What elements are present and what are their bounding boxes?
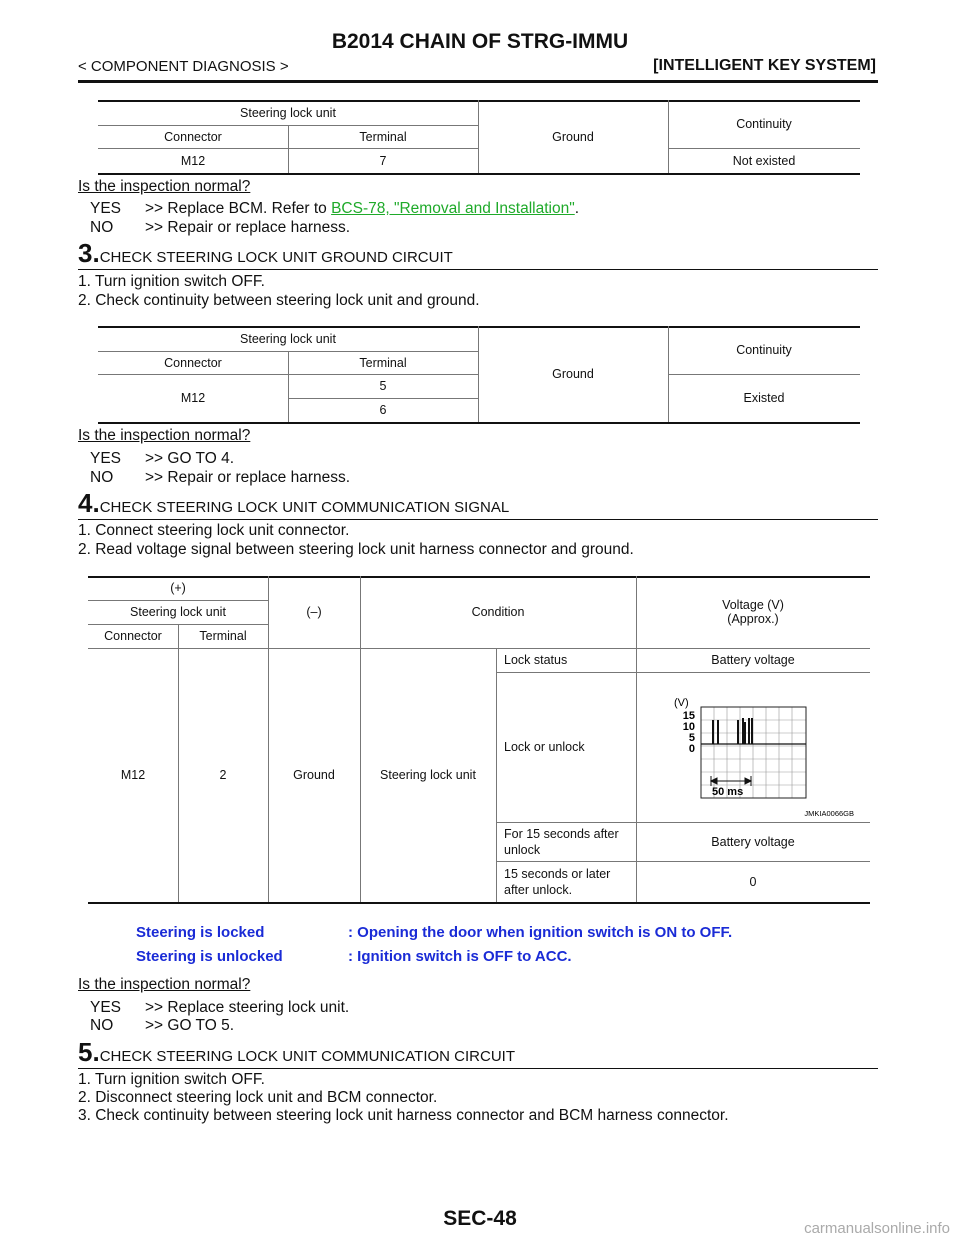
step-5-item-2: 2. Disconnect steering lock unit and BCM connector. xyxy=(78,1089,438,1106)
inspection-question: Is the inspection normal? xyxy=(78,427,251,444)
note-unlocked-term: Steering is unlocked xyxy=(136,948,283,965)
page-title: B2014 CHAIN OF STRG-IMMU xyxy=(331,30,629,53)
breadcrumb: < COMPONENT DIAGNOSIS > xyxy=(78,58,289,75)
volt-lock-status: Battery voltage xyxy=(711,653,795,667)
volt-15s-later: 0 xyxy=(749,874,757,889)
header-terminal: Terminal xyxy=(359,355,407,370)
no-action: >> Repair or replace harness. xyxy=(145,219,351,236)
cell-minus: Ground xyxy=(293,768,335,782)
waveform-figure xyxy=(654,692,864,820)
cell-condition: Steering lock unit xyxy=(380,768,476,782)
step-3-heading xyxy=(78,238,453,269)
step-4-item-1: 1. Connect steering lock unit connector. xyxy=(78,522,350,539)
header-minus: (–) xyxy=(306,605,322,619)
waveform-pulses xyxy=(713,718,752,744)
header-steering-lock-unit: Steering lock unit xyxy=(240,331,336,346)
bcs-78-link[interactable]: BCS-78, "Removal and Installation" xyxy=(331,200,575,217)
header-steering-lock-unit: Steering lock unit xyxy=(240,105,336,120)
yes-action: >> Replace steering lock unit. xyxy=(145,999,350,1016)
tick-15: 15 xyxy=(682,710,695,722)
step-3-item-1: 1. Turn ignition switch OFF. xyxy=(78,273,265,290)
watermark: carmanualsonline.info xyxy=(804,1220,950,1237)
voltage-table xyxy=(88,576,870,906)
tick-0: 0 xyxy=(688,743,695,755)
cell-connector: M12 xyxy=(180,153,206,168)
no-label: NO xyxy=(90,469,114,486)
header-terminal: Terminal xyxy=(359,129,407,144)
continuity-table-bcm xyxy=(98,100,860,176)
volt-15s-after: Battery voltage xyxy=(711,834,795,849)
step-5-heading xyxy=(78,1037,515,1068)
header-plus: (+) xyxy=(170,581,186,595)
cond-15s-later: 15 seconds or later after unlock. xyxy=(504,866,611,897)
time-scale-label: 50 ms xyxy=(712,786,744,798)
step-4-item-2: 2. Read voltage signal between steering lock unit harness connector and ground. xyxy=(78,541,634,558)
step-title: CHECK STEERING LOCK UNIT COMMUNICATION SIGNAL xyxy=(99,499,510,516)
yes-action-suffix: . xyxy=(574,200,580,217)
cond-lock-status: Lock status xyxy=(504,653,568,667)
header-terminal: Terminal xyxy=(199,629,247,643)
header-continuity: Continuity xyxy=(736,117,792,131)
no-action: >> GO TO 5. xyxy=(145,1017,235,1034)
step-5-item-1: 1. Turn ignition switch OFF. xyxy=(78,1071,265,1088)
no-action: >> Repair or replace harness. xyxy=(145,469,351,486)
yes-label: YES xyxy=(90,200,122,217)
header-condition: Condition xyxy=(471,605,525,619)
header-rule xyxy=(78,80,878,83)
figure-id: JMKIA0066GB xyxy=(804,809,854,818)
header-connector: Connector xyxy=(164,129,222,144)
yes-label: YES xyxy=(90,450,122,467)
cell-continuity: Existed xyxy=(743,391,785,405)
header-continuity: Continuity xyxy=(736,343,792,357)
system-label: [INTELLIGENT KEY SYSTEM] xyxy=(653,57,876,74)
inspection-question: Is the inspection normal? xyxy=(78,976,251,993)
step-number: 4. xyxy=(78,488,100,518)
step-title: CHECK STEERING LOCK UNIT COMMUNICATION CIRCUIT xyxy=(99,1048,515,1065)
step-rule xyxy=(78,1068,878,1069)
step-number: 3. xyxy=(78,238,100,268)
yes-action xyxy=(145,200,579,218)
tick-10: 10 xyxy=(682,721,695,733)
note-locked-desc: : Opening the door when ignition switch is ON to OFF. xyxy=(348,924,733,941)
continuity-table-ground xyxy=(98,326,860,424)
yes-action-text: >> Replace BCM. Refer to xyxy=(145,200,332,217)
voltage-approx: (Approx.) xyxy=(727,612,779,626)
cond-15s-after: For 15 seconds after unlock xyxy=(504,826,619,857)
step-3-item-2: 2. Check continuity between steering lock unit and ground. xyxy=(78,292,480,309)
header-ground: Ground xyxy=(552,129,594,144)
step-rule xyxy=(78,269,878,270)
cell-terminal: 7 xyxy=(379,153,387,168)
step-title: CHECK STEERING LOCK UNIT GROUND CIRCUIT xyxy=(99,249,453,266)
waveform-unit: (V) xyxy=(674,697,689,709)
yes-label: YES xyxy=(90,999,122,1016)
inspection-question: Is the inspection normal? xyxy=(78,178,251,195)
cell-continuity: Not existed xyxy=(732,153,796,168)
yes-action: >> GO TO 4. xyxy=(145,450,235,467)
header-connector: Connector xyxy=(104,629,162,643)
cell-terminal: 2 xyxy=(219,768,227,782)
step-5-item-3: 3. Check continuity between steering lock unit harness connector and BCM harness connector. xyxy=(78,1107,729,1124)
step-rule xyxy=(78,519,878,520)
header-steering-lock-unit: Steering lock unit xyxy=(130,605,226,619)
header-ground: Ground xyxy=(552,367,594,381)
cell-connector: M12 xyxy=(120,768,146,782)
step-number: 5. xyxy=(78,1037,100,1067)
cell-terminal-6: 6 xyxy=(379,403,387,417)
cond-lock-unlock: Lock or unlock xyxy=(504,740,585,754)
step-4-heading xyxy=(78,488,509,519)
no-label: NO xyxy=(90,1017,114,1034)
cell-connector: M12 xyxy=(180,391,206,405)
note-locked-term: Steering is locked xyxy=(136,924,265,941)
note-unlocked-desc: : Ignition switch is OFF to ACC. xyxy=(348,948,572,965)
header-voltage xyxy=(636,576,870,648)
header-connector: Connector xyxy=(164,355,222,370)
tick-5: 5 xyxy=(688,732,695,744)
no-label: NO xyxy=(90,219,114,236)
cell-terminal-5: 5 xyxy=(379,379,387,393)
page-number: SEC-48 xyxy=(443,1207,517,1230)
voltage-label: Voltage (V) xyxy=(722,598,784,612)
